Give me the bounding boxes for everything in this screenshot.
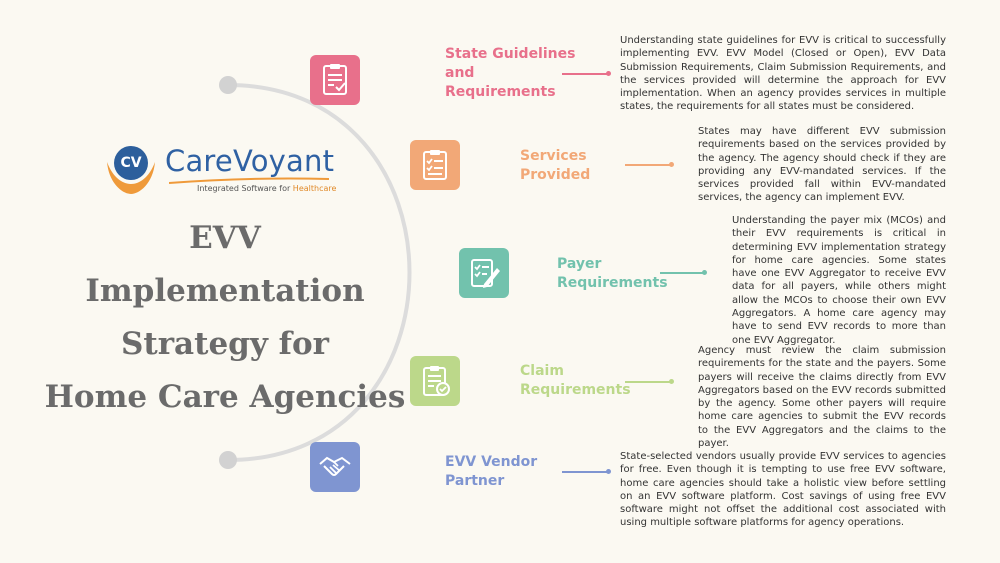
title-line: Home Care Agencies xyxy=(44,379,406,415)
vendor-partner-heading: EVV Vendor Partner xyxy=(445,454,538,489)
vendor-partner-connector xyxy=(562,471,608,473)
state-guidelines-connector xyxy=(562,73,608,75)
form-pencil-icon xyxy=(467,256,501,290)
vendor-partner-icon-box xyxy=(310,442,360,492)
page-title xyxy=(30,212,420,424)
payer-requirements-connector xyxy=(660,272,704,274)
claim-requirements-connector xyxy=(625,381,671,383)
vendor-partner-description: State-selected vendors usually provide EVV services to agencies for free. Even though it is tempting to use free EVV software, home care agencies should take a holistic view before settling on an EVV software platform. Cost savings of using free EVV software might not offset the additional cost associated with using multiple software platforms for agency operations. xyxy=(620,451,946,529)
carevoyant-logo xyxy=(105,140,345,200)
title-line: Implementation xyxy=(85,273,365,309)
claim-requirements-icon-box xyxy=(410,356,460,406)
payer-requirements-heading: Payer Requirements xyxy=(557,256,668,291)
state-guidelines-heading: State Guidelines and Requirements xyxy=(445,46,576,100)
arc-start-dot xyxy=(219,76,237,94)
services-provided-description: States may have different EVV submission requirements based on the services provided by the agency. The agency should check if they are providing any EVV-mandated services. If the services provided fall within EVV-mandated services, the agency can implement EVV. xyxy=(698,126,946,204)
claim-requirements-description: Agency must review the claim submission requirements for the state and the payers. Some payers will receive the claims directly from EVV Aggregators based on the EVV records submitted by the agency. Some other payers will require home care agencies to submit the EVV records to the EVV Aggregators and the claims to the payer. xyxy=(698,345,946,450)
logo-initials: CV xyxy=(114,146,148,180)
claim-requirements-heading: Claim Requirements xyxy=(520,363,631,398)
clipboard-check-icon xyxy=(418,364,452,398)
title-line: EVV xyxy=(189,220,261,256)
payer-requirements-description: Understanding the payer mix (MCOs) and their EVV requirements is critical in determining EVV implementation strategy for home care agencies. Some states have one EVV Aggregator to receive EVV data for all payers, while others might allow the MCOs to choose their own EVV Aggregators. A home care agency may have to send EVV records to more than one EVV Aggregator. xyxy=(732,215,946,346)
services-provided-connector xyxy=(625,164,671,166)
logo-tagline: Integrated Software for Healthcare xyxy=(197,184,337,193)
state-guidelines-description: Understanding state guidelines for EVV is critical to successfully implementing EVV. EVV Model (Closed or Open), EVV Data Submission Requirements, Claim Submission Requirements, and the services provided will determine the approach for EVV implementation. When an agency provides services in multiple states, the requirements for all states must be considered. xyxy=(620,35,946,113)
services-provided-heading: Services Provided xyxy=(520,148,591,183)
arc-end-dot xyxy=(219,451,237,469)
payer-requirements-icon-box xyxy=(459,248,509,298)
clipboard-checklist-icon xyxy=(418,148,452,182)
checklist-icon xyxy=(318,63,352,97)
services-provided-icon-box xyxy=(410,140,460,190)
title-line: Strategy for xyxy=(121,326,329,362)
handshake-icon xyxy=(318,450,352,484)
logo-name: CareVoyant xyxy=(165,144,335,178)
state-guidelines-icon-box xyxy=(310,55,360,105)
